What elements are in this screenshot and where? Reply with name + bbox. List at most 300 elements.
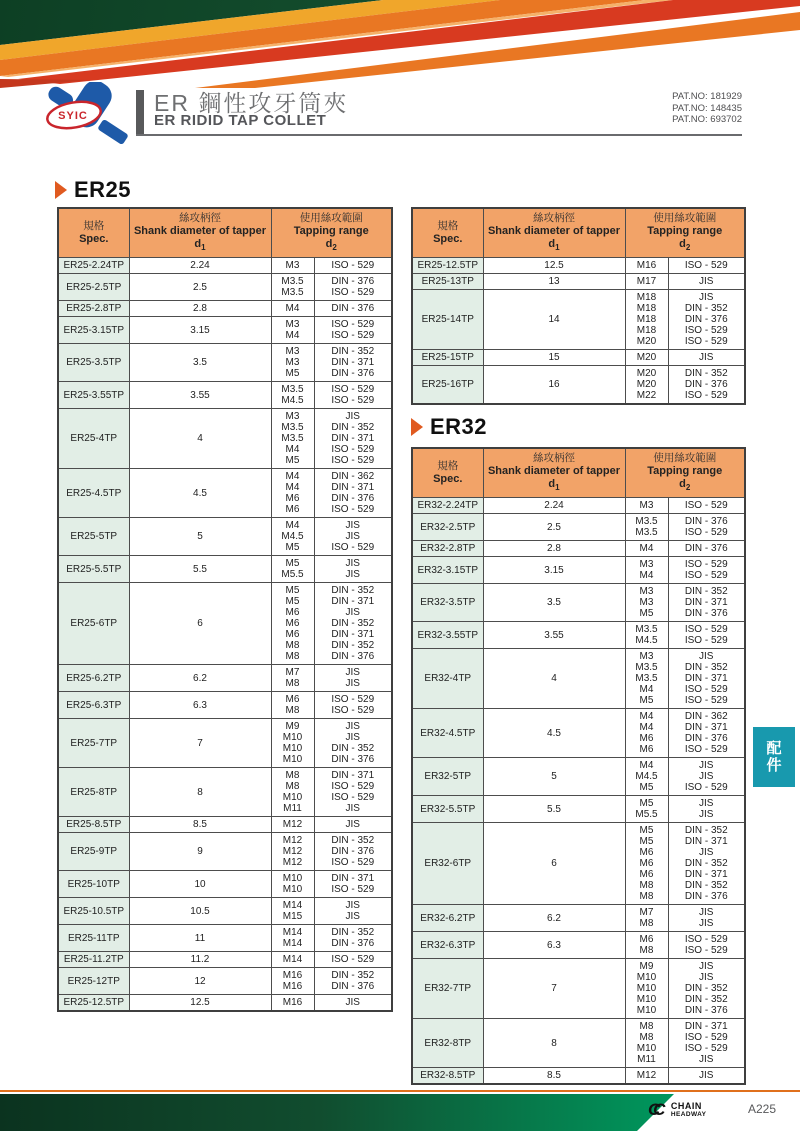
spec-row (412, 758, 745, 796)
tap-size: M4 (285, 482, 300, 494)
spec-row (58, 871, 392, 898)
column-header: 絲攻柄徑 Shank diameter of tapper $d_1$ (129, 208, 271, 258)
tap-standard: ISO - 529 (331, 395, 375, 407)
tap-size: M8 (639, 880, 654, 892)
tap-size-cell (271, 665, 314, 692)
tap-standard: DIN - 376 (331, 651, 375, 663)
spec-row (412, 350, 745, 366)
tap-size: M4 (639, 543, 654, 555)
tap-size: M3 (285, 260, 300, 272)
spec-row (58, 665, 392, 692)
tap-size-cell (271, 583, 314, 665)
tap-standard: ISO - 529 (684, 695, 728, 707)
spec-row (58, 925, 392, 952)
tap-size-cell (625, 290, 668, 350)
shank-diameter-cell: 6 (483, 823, 625, 905)
tap-standard: DIN - 371 (684, 869, 728, 881)
spec-cell: ER32-3.55TP (412, 622, 483, 649)
tap-size: M6 (639, 934, 654, 946)
tap-size-cell (625, 622, 668, 649)
spec-row (58, 719, 392, 768)
tap-standard: JIS (699, 1054, 714, 1066)
spec-row (58, 469, 392, 518)
tap-size: M4.5 (635, 635, 658, 647)
shank-diameter-cell: 5 (483, 758, 625, 796)
tap-size: M10 (636, 983, 657, 995)
tap-standard-cell (668, 1068, 745, 1085)
chain-headway-logo (648, 1100, 706, 1120)
tap-size: M12 (282, 857, 303, 869)
spec-cell: ER25-2.5TP (58, 274, 129, 301)
header-divider (136, 134, 742, 136)
tap-size-cell (625, 905, 668, 932)
page-number: A225 (748, 1102, 777, 1116)
spec-cell: ER25-13TP (412, 274, 483, 290)
spec-row (412, 622, 745, 649)
shank-diameter-cell: 2.5 (483, 514, 625, 541)
tap-size: M18 (636, 325, 657, 337)
er25-spec-table-left (57, 207, 393, 1012)
tap-standard-cell (314, 768, 392, 817)
page-title-zh: ER 鋼性攻牙筒夾 (154, 90, 349, 116)
tap-size: M6 (285, 694, 300, 706)
spec-row (58, 258, 392, 274)
tap-size: M4 (639, 570, 654, 582)
tap-standard: DIN - 352 (684, 586, 728, 598)
shank-diameter-cell: 3.15 (483, 557, 625, 584)
tap-size: M9 (639, 961, 654, 973)
tap-standard-cell (314, 344, 392, 382)
tap-standard: DIN - 352 (331, 835, 375, 847)
tap-standard: JIS (699, 847, 714, 859)
tap-size: M3 (639, 586, 654, 598)
tap-standard-cell (668, 905, 745, 932)
tap-standard: JIS (699, 292, 714, 304)
spec-cell: ER25-16TP (412, 366, 483, 405)
tap-standard: DIN - 362 (684, 711, 728, 723)
spec-cell: ER25-4.5TP (58, 469, 129, 518)
column-header: 絲攻柄徑 Shank diameter of tapper $d_1$ (483, 448, 625, 498)
spec-row (412, 557, 745, 584)
tap-size-cell (271, 344, 314, 382)
tap-size: M18 (636, 314, 657, 326)
tap-standard-cell (314, 817, 392, 833)
spec-row (58, 301, 392, 317)
spec-cell: ER32-2.8TP (412, 541, 483, 557)
tap-standard: ISO - 529 (331, 792, 375, 804)
spec-cell: ER32-2.24TP (412, 498, 483, 514)
spec-row (58, 952, 392, 968)
tap-standard: DIN - 371 (331, 482, 375, 494)
tap-standard: DIN - 352 (684, 994, 728, 1006)
spec-row (412, 823, 745, 905)
arrow-right-icon (55, 181, 67, 199)
tap-size-cell (625, 1068, 668, 1085)
spec-cell: ER25-11TP (58, 925, 129, 952)
tap-standard: JIS (345, 997, 360, 1009)
spec-cell: ER25-10.5TP (58, 898, 129, 925)
spec-row (58, 344, 392, 382)
tap-standard: JIS (699, 651, 714, 663)
tap-size: M10 (282, 743, 303, 755)
shank-diameter-cell: 8.5 (129, 817, 271, 833)
tap-size: M5.5 (635, 809, 658, 821)
tap-standard: DIN - 362 (331, 471, 375, 483)
spec-row (412, 498, 745, 514)
tap-size: M6 (285, 629, 300, 641)
tap-size: M8 (285, 640, 300, 652)
page-title-en: ER RIDID TAP COLLET (154, 112, 327, 129)
tap-size: M3.5 (635, 624, 658, 636)
brand-name-line1: CHAIN (670, 1101, 702, 1111)
shank-diameter-cell: 8.5 (483, 1068, 625, 1085)
tap-standard: ISO - 529 (331, 384, 375, 396)
syic-logo-icon (42, 82, 142, 157)
tap-standard: ISO - 529 (684, 624, 728, 636)
tap-size: M9 (285, 721, 300, 733)
tap-standard: DIN - 352 (684, 880, 728, 892)
spec-cell: ER25-5.5TP (58, 556, 129, 583)
tap-standard: JIS (345, 721, 360, 733)
spec-row (58, 583, 392, 665)
shank-diameter-cell: 2.24 (483, 498, 625, 514)
spec-row (412, 959, 745, 1019)
tap-size-cell (625, 274, 668, 290)
tap-standard: DIN - 376 (331, 846, 375, 858)
tap-standard: DIN - 352 (684, 858, 728, 870)
tap-size: M8 (285, 678, 300, 690)
tap-size: M8 (639, 945, 654, 957)
tap-standard: DIN - 352 (684, 983, 728, 995)
brand-name-line2: HEADWAY (670, 1111, 707, 1118)
column-header: 規格 Spec. (412, 208, 483, 258)
tap-standard: ISO - 529 (684, 744, 728, 756)
tap-size: M3.5 (281, 287, 304, 299)
tap-standard: JIS (345, 411, 360, 423)
tap-standard: ISO - 529 (684, 1043, 728, 1055)
footer-orange-rule (0, 1090, 800, 1092)
tap-size-cell (271, 952, 314, 968)
spec-cell: ER25-6.3TP (58, 692, 129, 719)
spec-row (412, 274, 745, 290)
tap-standard-cell (668, 709, 745, 758)
spec-cell: ER32-6.3TP (412, 932, 483, 959)
tap-size: M10 (282, 884, 303, 896)
shank-diameter-cell: 3.15 (129, 317, 271, 344)
tap-standard-cell (668, 823, 745, 905)
patent-number: PAT.NO: 148435 (672, 102, 742, 114)
spec-cell: ER25-3.55TP (58, 382, 129, 409)
tap-standard: DIN - 371 (331, 629, 375, 641)
tap-standard-cell (668, 514, 745, 541)
tap-size-cell (271, 518, 314, 556)
tap-standard: ISO - 529 (331, 781, 375, 793)
spec-row (58, 274, 392, 301)
tap-size: M10 (282, 732, 303, 744)
spec-row (58, 768, 392, 817)
spec-cell: ER25-8TP (58, 768, 129, 817)
tap-standard: ISO - 529 (331, 504, 375, 516)
spec-cell: ER25-12TP (58, 968, 129, 995)
tap-size: M16 (282, 970, 303, 982)
spec-cell: ER25-2.24TP (58, 258, 129, 274)
tap-standard: JIS (345, 569, 360, 581)
section-heading-er32 (411, 414, 487, 440)
tap-size: M5 (285, 542, 300, 554)
tap-size: M5 (639, 695, 654, 707)
tap-standard: ISO - 529 (331, 260, 375, 272)
tap-standard-cell (314, 665, 392, 692)
spec-cell: ER25-7TP (58, 719, 129, 768)
spec-row (412, 258, 745, 274)
shank-diameter-cell: 6.2 (129, 665, 271, 692)
tap-size: M3.5 (281, 384, 304, 396)
tap-standard-cell (314, 833, 392, 871)
tap-size-cell (625, 758, 668, 796)
shank-diameter-cell: 3.5 (483, 584, 625, 622)
tap-size-cell (271, 317, 314, 344)
tap-standard: DIN - 352 (684, 303, 728, 315)
tap-size-cell (271, 692, 314, 719)
tap-standard: ISO - 529 (684, 559, 728, 571)
tap-size-cell (625, 823, 668, 905)
spec-cell: ER25-2.8TP (58, 301, 129, 317)
spec-row (58, 382, 392, 409)
tap-size: M12 (282, 819, 303, 831)
tap-size: M16 (636, 260, 657, 272)
tap-standard: ISO - 529 (331, 705, 375, 717)
tap-standard: DIN - 371 (684, 836, 728, 848)
tap-size: M14 (282, 900, 303, 912)
tap-standard: DIN - 371 (331, 873, 375, 885)
tap-size-cell (625, 649, 668, 709)
tap-standard-cell (314, 301, 392, 317)
tap-size: M17 (636, 276, 657, 288)
tap-size: M20 (636, 379, 657, 391)
spec-cell: ER32-6.2TP (412, 905, 483, 932)
tap-standard-cell (668, 649, 745, 709)
tap-size-cell (271, 301, 314, 317)
tap-standard-cell (314, 518, 392, 556)
tap-size: M10 (636, 1043, 657, 1055)
tap-size-cell (271, 817, 314, 833)
shank-diameter-cell: 4.5 (483, 709, 625, 758)
spec-cell: ER25-3.5TP (58, 344, 129, 382)
shank-diameter-cell: 12.5 (129, 995, 271, 1012)
shank-diameter-cell: 8 (483, 1019, 625, 1068)
tap-size-cell (625, 709, 668, 758)
tap-standard-cell (314, 968, 392, 995)
tap-size: M22 (636, 390, 657, 402)
tap-standard: DIN - 376 (684, 891, 728, 903)
shank-diameter-cell: 11.2 (129, 952, 271, 968)
tap-standard: DIN - 376 (684, 733, 728, 745)
tap-size: M8 (639, 1032, 654, 1044)
tap-size-cell (625, 514, 668, 541)
tap-standard: DIN - 376 (331, 981, 375, 993)
spec-row (58, 317, 392, 344)
tap-standard: DIN - 376 (331, 303, 375, 315)
tap-size: M10 (282, 792, 303, 804)
spec-cell: ER25-4TP (58, 409, 129, 469)
tap-standard: ISO - 529 (331, 694, 375, 706)
spec-row (58, 692, 392, 719)
tap-size: M6 (639, 858, 654, 870)
tap-size: M4 (639, 684, 654, 696)
tap-standard: DIN - 371 (684, 673, 728, 685)
spec-cell: ER25-15TP (412, 350, 483, 366)
tap-size: M15 (282, 911, 303, 923)
tap-size: M3 (639, 597, 654, 609)
tap-standard-cell (314, 274, 392, 301)
column-header: 規格 Spec. (412, 448, 483, 498)
tap-size: M4 (285, 444, 300, 456)
tap-size-cell (625, 498, 668, 514)
tap-standard: JIS (345, 819, 360, 831)
tap-standard: DIN - 376 (684, 516, 728, 528)
tap-standard: DIN - 371 (684, 597, 728, 609)
tap-standard: JIS (699, 276, 714, 288)
tap-standard: DIN - 352 (331, 640, 375, 652)
tap-size: M3.5 (635, 516, 658, 528)
side-tab-char: 配 (766, 740, 782, 757)
tap-size: M3.5 (635, 527, 658, 539)
spec-row (412, 366, 745, 405)
shank-diameter-cell: 2.8 (129, 301, 271, 317)
tap-standard: DIN - 376 (331, 493, 375, 505)
tap-standard-cell (668, 932, 745, 959)
tap-standard: DIN - 376 (331, 368, 375, 380)
spec-cell: ER25-9TP (58, 833, 129, 871)
tap-size: M12 (282, 835, 303, 847)
spec-cell: ER32-5.5TP (412, 796, 483, 823)
spec-row (412, 584, 745, 622)
tap-size: M6 (285, 504, 300, 516)
tap-size: M4 (639, 760, 654, 772)
tap-size: M4.5 (281, 531, 304, 543)
spec-cell: ER25-10TP (58, 871, 129, 898)
shank-diameter-cell: 11 (129, 925, 271, 952)
spec-row (58, 556, 392, 583)
tap-size: M7 (285, 667, 300, 679)
tap-size: M14 (282, 954, 303, 966)
tap-standard: JIS (345, 531, 360, 543)
tap-standard: JIS (345, 678, 360, 690)
tap-standard: ISO - 529 (684, 945, 728, 957)
shank-diameter-cell: 5.5 (129, 556, 271, 583)
header-row (58, 208, 392, 258)
tap-size: M3 (285, 357, 300, 369)
tap-size: M4.5 (635, 771, 658, 783)
tap-standard-cell (314, 692, 392, 719)
tap-standard: DIN - 376 (684, 314, 728, 326)
tap-size: M5 (285, 585, 300, 597)
tap-standard: JIS (345, 911, 360, 923)
spec-cell: ER25-3.15TP (58, 317, 129, 344)
tap-standard: ISO - 529 (331, 542, 375, 554)
tap-size: M5 (285, 558, 300, 570)
chain-headway-mark-icon: CC (648, 1100, 659, 1119)
tap-standard: DIN - 371 (331, 770, 375, 782)
tap-standard-cell (314, 898, 392, 925)
tap-standard: ISO - 529 (684, 570, 728, 582)
tap-standard: DIN - 371 (331, 596, 375, 608)
tap-standard: JIS (345, 607, 360, 619)
spec-row (58, 833, 392, 871)
tap-size: M5 (639, 798, 654, 810)
tap-standard: JIS (345, 520, 360, 532)
tap-size: M4.5 (281, 395, 304, 407)
shank-diameter-cell: 4 (129, 409, 271, 469)
tap-standard: DIN - 376 (331, 938, 375, 950)
tap-standard: JIS (699, 771, 714, 783)
shank-diameter-cell: 12 (129, 968, 271, 995)
tap-size-cell (625, 366, 668, 405)
tap-standard: DIN - 352 (684, 368, 728, 380)
column-header: 使用絲攻範圍 Tapping range $d_2$ (625, 448, 745, 498)
tap-size: M5 (285, 455, 300, 467)
tap-size-cell (271, 768, 314, 817)
tap-standard: DIN - 352 (331, 422, 375, 434)
shank-diameter-cell: 16 (483, 366, 625, 405)
tap-size: M3 (639, 500, 654, 512)
spec-cell: ER32-4.5TP (412, 709, 483, 758)
spec-row (58, 968, 392, 995)
tap-size: M6 (639, 744, 654, 756)
shank-diameter-cell: 5.5 (483, 796, 625, 823)
syic-logo-text: SYIC (58, 110, 88, 122)
spec-cell: ER25-14TP (412, 290, 483, 350)
spec-cell: ER25-6TP (58, 583, 129, 665)
tap-size-cell (271, 995, 314, 1012)
shank-diameter-cell: 6.2 (483, 905, 625, 932)
tap-standard: ISO - 529 (331, 444, 375, 456)
spec-row (58, 518, 392, 556)
tap-size: M8 (285, 651, 300, 663)
tap-standard: DIN - 352 (331, 618, 375, 630)
tap-size-cell (271, 925, 314, 952)
tap-size: M7 (639, 907, 654, 919)
tap-size: M4 (639, 711, 654, 723)
tap-standard: JIS (699, 961, 714, 973)
tap-standard-cell (668, 758, 745, 796)
patent-number: PAT.NO: 181929 (672, 91, 742, 102)
section-heading-er25 (55, 177, 131, 203)
tap-standard: ISO - 529 (684, 1032, 728, 1044)
tap-size: M5 (639, 825, 654, 837)
tap-standard: JIS (699, 352, 714, 364)
tap-standard: DIN - 376 (331, 754, 375, 766)
tap-size-cell (625, 932, 668, 959)
tap-standard-cell (314, 317, 392, 344)
tap-standard: ISO - 529 (684, 500, 728, 512)
tap-size: M3.5 (281, 276, 304, 288)
patent-number: PAT.NO: 693702 (672, 114, 742, 125)
arrow-right-icon (411, 418, 423, 436)
spec-row (58, 817, 392, 833)
tap-standard-cell (314, 925, 392, 952)
shank-diameter-cell: 9 (129, 833, 271, 871)
tap-size: M10 (636, 972, 657, 984)
spec-cell: ER32-3.15TP (412, 557, 483, 584)
tap-standard: ISO - 529 (331, 884, 375, 896)
tap-size: M4 (285, 330, 300, 342)
tap-standard-cell (668, 584, 745, 622)
tap-size: M16 (282, 997, 303, 1009)
tap-size: M5.5 (281, 569, 304, 581)
spec-cell: ER32-2.5TP (412, 514, 483, 541)
tap-size: M5 (639, 782, 654, 794)
